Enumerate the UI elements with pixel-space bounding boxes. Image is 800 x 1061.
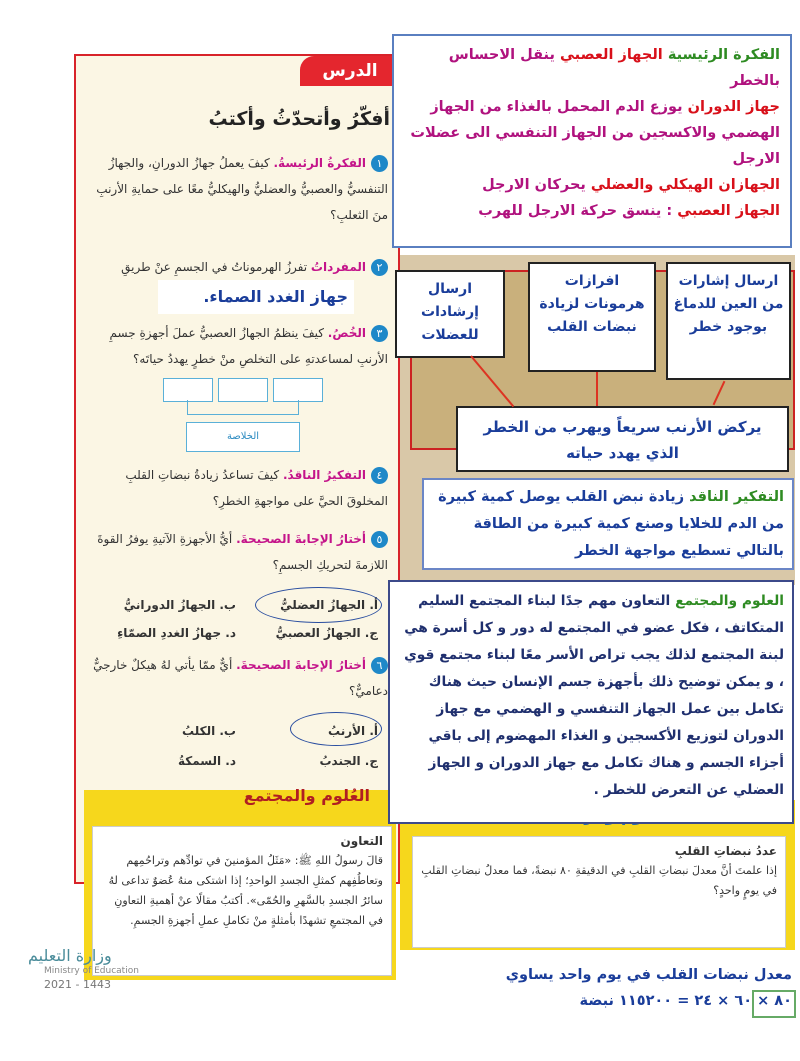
q3-text: كيفَ ينظمُ الجهازُ العصبيُّ عملَ أجهزةِ جسمِ الأرنبِ لمساعدتهِ على التخلصِ منْ خطرٍ يهددُ حياتَه؟ <box>109 326 388 366</box>
q4-text: كيفَ تساعدُ زيادةُ نبضاتِ القلبِ المخلوقَ الحيَّ على مواجهةِ الخطرِ؟ <box>125 468 388 508</box>
card-right <box>412 836 786 948</box>
critical-thinking-label: التفكير الناقد <box>689 489 784 505</box>
q2-text: تفرزُ الهرموناتُ في الجسمِ عنْ طريقِ <box>121 260 308 274</box>
q6-option-c[interactable]: ج. الجندبُ <box>319 754 378 768</box>
q5-label: أختارُ الإجابةَ الصحيحةَ. <box>236 532 366 546</box>
arrow-line <box>596 372 598 406</box>
circulatory-text: يوزع الدم المحمل بالغذاء من الجهاز الهضمي والاكسجين من الجهاز التنفسي الى عضلات الارجل <box>410 99 780 167</box>
critical-thinking-box <box>422 478 794 570</box>
q5-text: أيُّ الأجهزةِ الآتيةِ يوفرُ القوةَ اللازمةَ لتحريكِ الجسمِ؟ <box>97 532 388 572</box>
summary-box: الخلاصة <box>186 422 300 452</box>
q6-option-a[interactable]: أ. الأرنبُ <box>327 724 378 738</box>
q5-option-b[interactable]: ب. الجهازُ الدورانيُّ <box>123 598 236 612</box>
q2-label: المفرداتُ <box>310 260 366 274</box>
q2-answer: جهاز الغدد الصماء. <box>158 280 354 314</box>
q1-label: الفكرةُ الرئيسةُ. <box>273 156 366 170</box>
question-2 <box>88 254 388 280</box>
diagram-connector <box>187 400 299 415</box>
science-society-box <box>388 580 794 824</box>
question-number-icon: ٢ <box>371 259 388 276</box>
main-idea-line-4 <box>404 198 780 224</box>
card-left-title: التعاون <box>340 834 383 848</box>
ministry-english: Ministry of Education <box>44 966 139 976</box>
card-left <box>92 826 392 976</box>
main-idea-label: الفكرة الرئيسية <box>667 47 780 63</box>
answer-circle <box>255 587 382 623</box>
callout-hormones: افرازات هرمونات لزيادة نبضات القلب <box>528 262 656 372</box>
q5-option-a[interactable]: أ. الجهازُ العضليُّ <box>280 598 378 612</box>
science-society-text: التعاون مهم جدًا لبناء المجتمع السليم المتكاتف ، فكل عضو في المجتمع له دور و كل أسرة هي لبنة المجتمع لذلك يجب تراص الأسر معًا لبناء مجتمع قوي ، و يمكن توضيح ذلك بأجهزة جسم الإنسان حيث هناك تكامل بين عمل الجهاز التنفسي و الهضمي مع جهاز الدوران لتوزيع الأكسجين و الغذاء المهضوم إلى باقي أجزاء الجسم و هناك تكامل مع جهاز الدوران و الجهاز العضلي عن التعرض للخطر . <box>404 593 784 798</box>
question-number-icon: ٦ <box>371 657 388 674</box>
card-right-text: إذا علمتَ أنَّ معدلَ نبضاتِ القلبِ في الدقيقةِ ٨٠ نبضةً، فما معدلُ نبضاتِ القلبِ في يومٍ واحدٍ؟ <box>421 864 777 897</box>
diagram-box <box>163 378 213 402</box>
main-idea-line-3 <box>404 172 780 198</box>
question-3 <box>88 320 388 372</box>
diagram-box <box>273 378 323 402</box>
nervous-text: : ينسق حركة الارجل للهرب <box>478 203 673 219</box>
callout-rabbit-runs: يركض الأرنب سريعاً ويهرب من الخطر الذي يهدد حياته <box>456 406 789 472</box>
nervous-label: الجهاز العصبي <box>677 203 780 219</box>
science-society-label: العلوم والمجتمع <box>675 593 784 609</box>
question-4 <box>88 462 388 514</box>
diagram-box <box>218 378 268 402</box>
q6-label: أختارُ الإجابةَ الصحيحةَ. <box>236 658 366 672</box>
circulatory-label: جهاز الدوران <box>687 99 780 115</box>
question-number-icon: ٤ <box>371 467 388 484</box>
q5-option-c[interactable]: ج. الجهازُ العصبيُّ <box>275 626 378 640</box>
card-right-title: عددُ نبضاتِ القلبِ <box>674 844 777 858</box>
answer-line-2: ٨٠ × ٦٠ × ٢٤ = ١١٥٢٠٠ نبضة <box>579 993 792 1009</box>
main-idea-line-2 <box>404 94 780 172</box>
edition-year: 2021 - 1443 <box>44 978 111 991</box>
question-5 <box>88 526 388 578</box>
question-number-icon: ٣ <box>371 325 388 342</box>
question-1 <box>88 150 388 228</box>
green-frame <box>752 990 796 1018</box>
q6-option-d[interactable]: د. السمكةُ <box>177 754 236 768</box>
question-6 <box>88 652 388 704</box>
q1-text: كيفَ يعملُ جهازُ الدورانِ، والجهازُ التنفسيُّ والعصبيُّ والعضليُّ والهيكليُّ معًا على حمايةِ الأرنبِ منَ الثعلبِ؟ <box>96 156 388 222</box>
q5-option-d[interactable]: د. جهازُ الغددِ الصمّاءِ <box>117 626 236 640</box>
q3-label: الخُصُ. <box>327 326 366 340</box>
skeletal-muscular-text: يحركان الارجل <box>482 177 586 193</box>
question-number-icon: ١ <box>371 155 388 172</box>
skeletal-muscular-label: الجهازان الهيكلي والعضلي <box>590 177 780 193</box>
critical-thinking-text: زيادة نبض القلب يوصل كمية كبيرة من الدم للخلايا وصنع كمية كبيرة من الطاقة بالتالي تسطيع مواجهة الخطر <box>438 489 784 559</box>
callout-muscle-instructions: ارسال إرشادات للعضلات <box>395 270 505 358</box>
main-idea-box <box>392 34 792 248</box>
ministry-logo: وزارة التعليم <box>28 946 112 965</box>
nervous-system-label: الجهاز العصبي <box>559 47 663 63</box>
answer-circle <box>290 712 382 746</box>
card-left-header: العُلوم والمجتمع <box>243 786 370 805</box>
q6-option-b[interactable]: ب. الكلبُ <box>182 724 236 738</box>
section-title: أفكّرُ وأتحدّثُ وأكتبُ <box>208 108 390 130</box>
q6-text: أيٌّ ممّا يأتي لهُ هيكلٌ خارجيٌّ دعاميٌّ؟ <box>93 658 388 698</box>
main-idea-line-1 <box>404 42 780 94</box>
lesson-tab: الدرس <box>300 56 400 86</box>
main-idea-text: ينقل الاحساس بالخطر <box>448 47 780 89</box>
callout-eye-signal: ارسال إشارات من العين للدماغ بوجود خطر <box>666 262 791 380</box>
card-left-text: قالَ رسولُ اللهِ ﷺ: «مَثَلُ المؤمنينَ في توادِّهم وتراحُمِهم وتعاطُفِهم كمثلِ الجسدِ الواحدِ؛ إذا اشتكى منهُ عُضوٌ تداعى لهُ سائرُ الجسدِ بالسَّهرِ والحُمّى». أكتبُ مقالًا عنْ أهميةِ التعاونِ في المجتمعِ تشهدًا بأمثلةٍ منْ تكاملِ عملِ أجهزةِ الجسمِ. <box>108 854 383 927</box>
answer-line-1: معدل نبضات القلب في يوم واحد يساوي <box>505 967 792 983</box>
q4-label: التفكيرُ الناقدُ. <box>282 468 366 482</box>
heart-rate-answer <box>418 958 798 1022</box>
question-number-icon: ٥ <box>371 531 388 548</box>
